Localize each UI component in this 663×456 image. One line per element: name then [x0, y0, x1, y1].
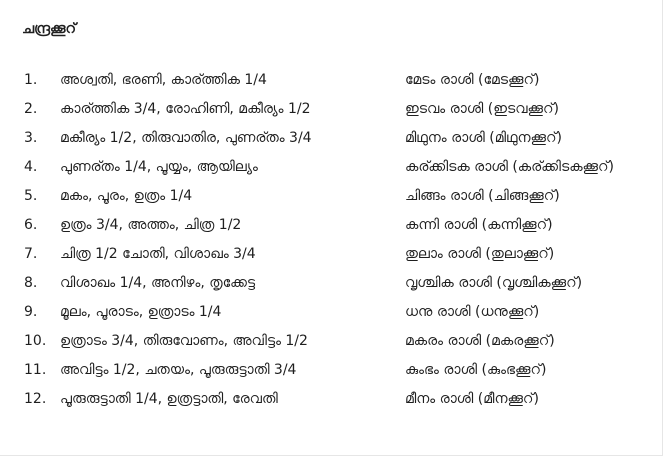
nakshatra-text: ഉത്രാടം 3/4, തിരുവോണം, അവിട്ടം 1/2: [60, 333, 308, 349]
item-number: 12.: [24, 391, 47, 407]
nakshatra-text: ഉത്രം 3/4, അത്തം, ചിത്ര 1/2: [60, 217, 242, 233]
rasi-text: കര്ക്കിടക രാശി (കര്ക്കിടകക്കൂറ്): [405, 159, 614, 175]
item-number: 5.: [24, 188, 38, 204]
nakshatra-text: പുണര്തം 1/4, പൂയ്യം, ആയില്യം: [60, 159, 258, 175]
list-item: [0, 211, 663, 240]
list-item: [0, 356, 663, 385]
nakshatra-text: വിശാഖം 1/4, അനിഴം, തൃക്കേട്ട: [60, 275, 256, 291]
item-number: 9.: [24, 304, 38, 320]
rasi-text: മേടം രാശി (മേടക്കൂറ്): [405, 72, 540, 88]
rasi-text: ഇടവം രാശി (ഇടവക്കൂറ്): [405, 101, 559, 117]
nakshatra-text: മൂലം, പൂരാടം, ഉത്രാടം 1/4: [60, 304, 222, 320]
nakshatra-text: ചിത്ര 1/2 ചോതി, വിശാഖം 3/4: [60, 246, 256, 262]
nakshatra-text: പൂരുരുട്ടാതി 1/4, ഉത്രട്ടാതി, രേവതി: [60, 391, 278, 407]
list-item: [0, 298, 663, 327]
rasi-text: ധനു രാശി (ധനുക്കൂറ്): [405, 304, 540, 320]
item-number: 11.: [24, 362, 47, 378]
rasi-text: ചിങ്ങം രാശി (ചിങ്ങക്കൂറ്): [405, 188, 560, 204]
item-number: 10.: [24, 333, 47, 349]
list-item: [0, 95, 663, 124]
item-number: 3.: [24, 130, 38, 146]
rasi-text: വൃശ്ചിക രാശി (വൃശ്ചികക്കൂറ്): [405, 275, 583, 291]
rasi-text: മകരം രാശി (മകരക്കൂറ്): [405, 333, 555, 349]
item-number: 1.: [24, 72, 38, 88]
list-item: [0, 327, 663, 356]
nakshatra-text: മകീര്യം 1/2, തിരുവാതിര, പുണര്തം 3/4: [60, 130, 312, 146]
nakshatra-text: മകം, പൂരം, ഉത്രം 1/4: [60, 188, 193, 204]
item-number: 8.: [24, 275, 38, 291]
list-item: [0, 385, 663, 414]
nakshatra-text: അവിട്ടം 1/2, ചതയം, പൂരുരുട്ടാതി 3/4: [60, 362, 297, 378]
rasi-text: മീനം രാശി (മീനക്കൂറ്): [405, 391, 539, 407]
list-item: [0, 182, 663, 211]
nakshatra-text: കാര്ത്തിക 3/4, രോഹിണി, മകീര്യം 1/2: [60, 101, 311, 117]
list-item: [0, 153, 663, 182]
rasi-list: [0, 66, 663, 414]
rasi-text: കുംഭം രാശി (കുംഭക്കൂറ്): [405, 362, 547, 378]
rasi-text: കന്നി രാശി (കന്നിക്കൂറ്): [405, 217, 553, 233]
rasi-text: മിഥുനം രാശി (മിഥുനക്കൂറ്): [405, 130, 562, 146]
list-item: [0, 124, 663, 153]
item-number: 4.: [24, 159, 38, 175]
item-number: 6.: [24, 217, 38, 233]
item-number: 2.: [24, 101, 38, 117]
page-title: ചന്ദ്രക്കൂറ്: [22, 21, 77, 37]
list-item: [0, 240, 663, 269]
rasi-text: തുലാം രാശി (തുലാക്കൂറ്): [405, 246, 555, 262]
list-item: [0, 66, 663, 95]
item-number: 7.: [24, 246, 38, 262]
nakshatra-text: അശ്വതി, ഭരണി, കാര്ത്തിക 1/4: [60, 72, 267, 88]
list-item: [0, 269, 663, 298]
